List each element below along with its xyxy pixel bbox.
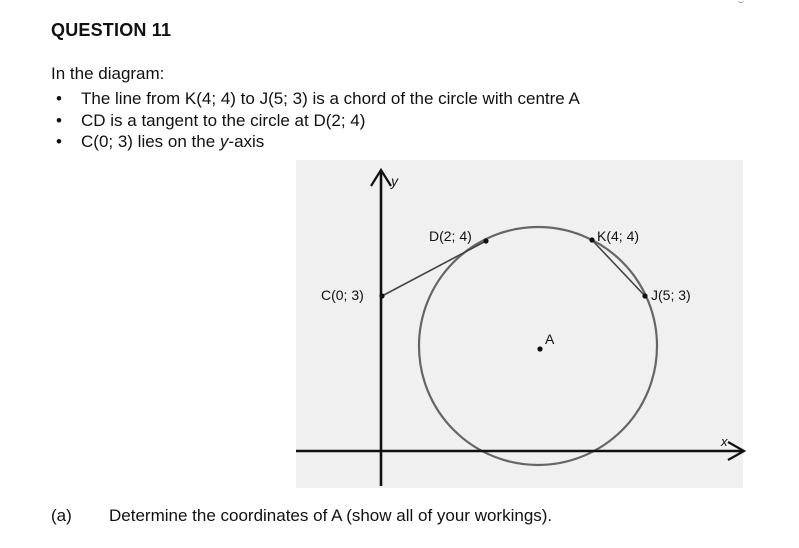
point-a [537, 346, 542, 351]
label-k: K(4; 4) [597, 228, 640, 244]
point-j [642, 293, 647, 298]
label-a: A [545, 331, 555, 347]
bullet-text-prefix: C(0; 3) lies on the [81, 132, 220, 151]
label-d: D(2; 4) [429, 228, 472, 244]
question-title: QUESTION 11 [51, 20, 172, 40]
x-axis-label: x [721, 434, 728, 449]
bullet-text: CD is a tangent to the circle at D(2; 4) [81, 110, 366, 130]
point-d [483, 238, 488, 243]
point-k [589, 237, 594, 242]
bullet-marker: • [56, 110, 62, 130]
bullet-marker: • [56, 89, 62, 108]
y-axis-label: y [391, 173, 398, 189]
bullet-text-suffix: -axis [228, 132, 265, 151]
label-j: J(5; 3) [651, 287, 691, 303]
question-intro: In the diagram: [51, 64, 165, 83]
label-c: C(0; 3) [321, 287, 364, 303]
diagram-background [296, 160, 743, 488]
bullet-marker: • [56, 132, 62, 151]
point-c [379, 293, 384, 298]
part-a-number: (a) [51, 506, 72, 525]
part-a-text: Determine the coordinates of A (show all of your workings). [109, 506, 553, 525]
bullet-text: The line from K(4; 4) to J(5; 3) is a chord of the circle with centre A [81, 89, 580, 108]
bullet-text-italic: y [219, 132, 229, 151]
part-a [51, 506, 552, 526]
